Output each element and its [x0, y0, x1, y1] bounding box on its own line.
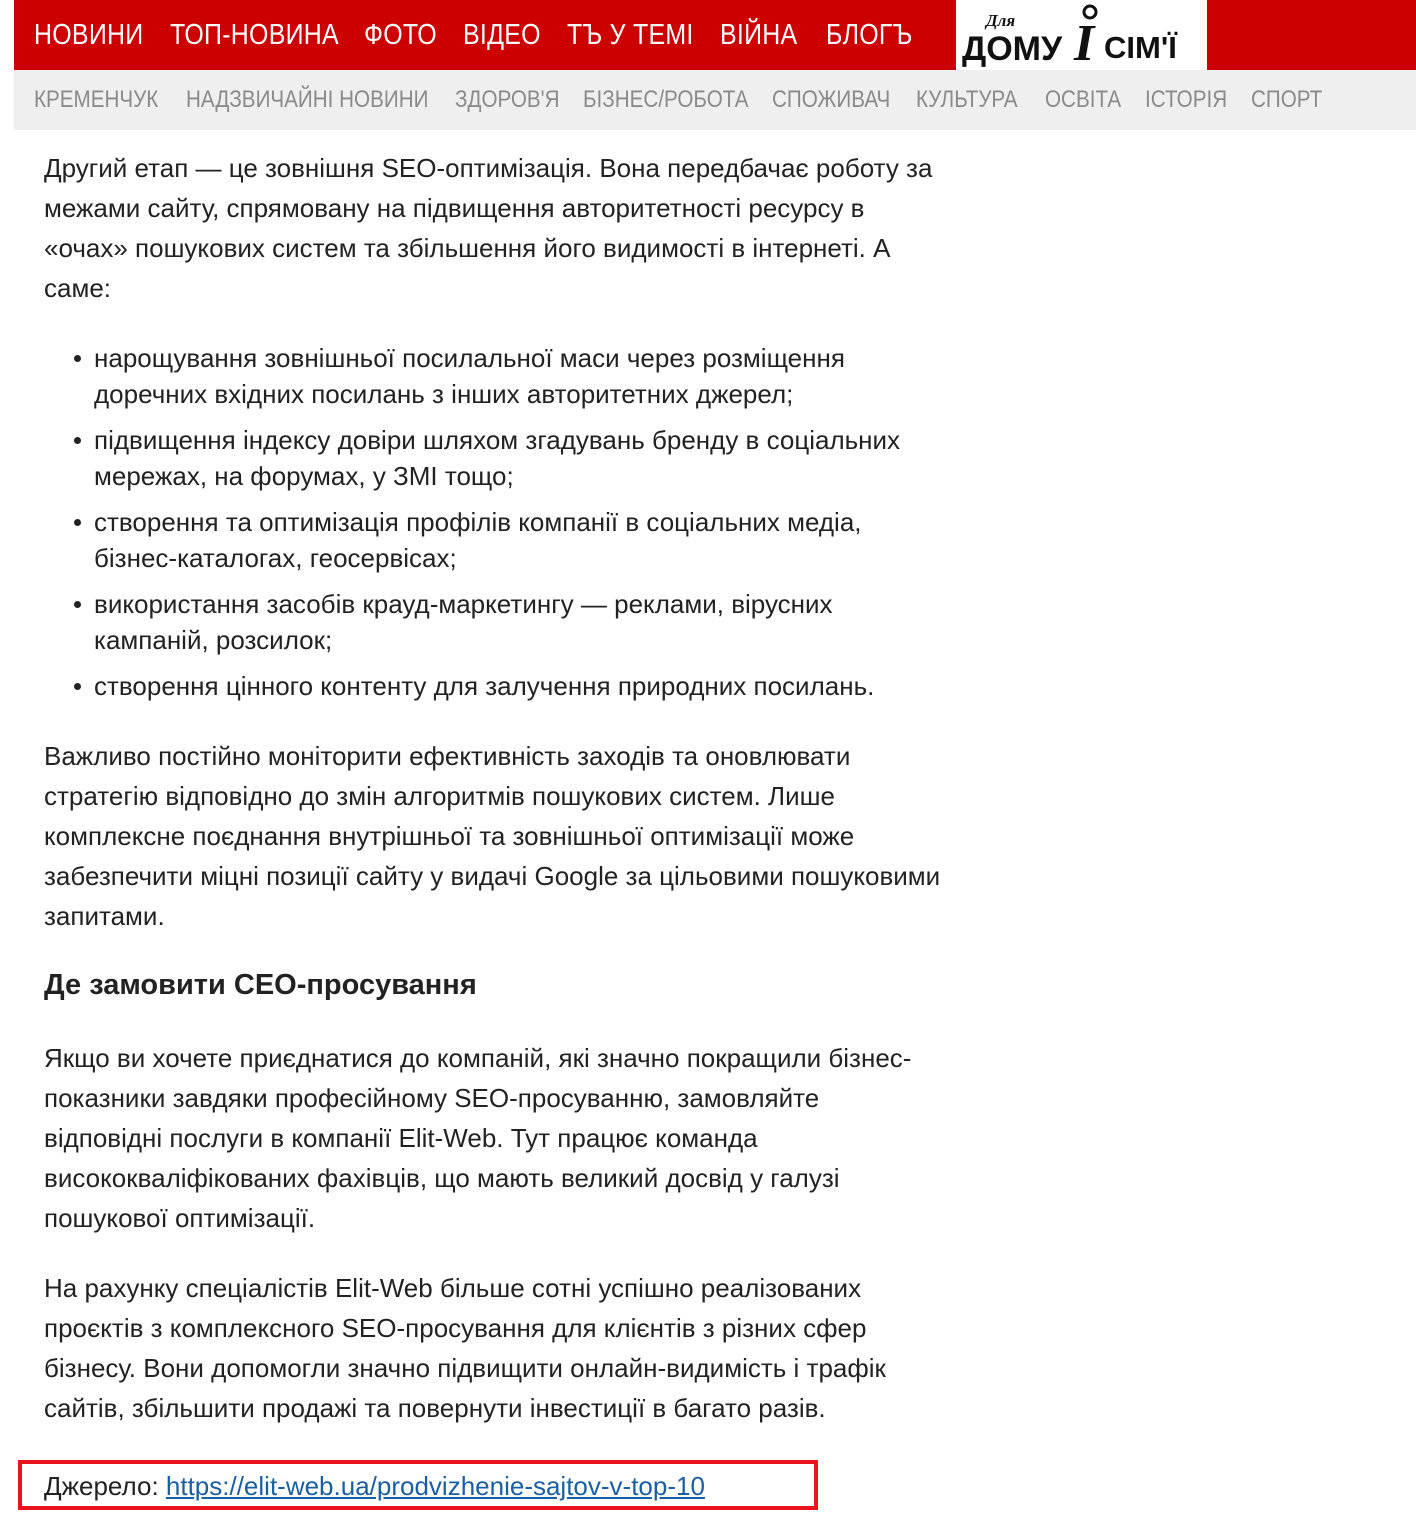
list-item: створення цінного контенту для залучення природних посилань.	[44, 668, 944, 704]
section-heading: Де замовити СЕО-просування	[44, 969, 477, 1001]
secondary-nav-menu	[34, 70, 1331, 130]
source-link[interactable]: https://elit-web.ua/prodvizhenie-sajtov-v-top-10	[165, 1471, 705, 1501]
logo-small-text: Для	[986, 11, 1016, 30]
top-navigation-bar	[14, 0, 1416, 70]
sub-nav-item-business[interactable]: БІЗНЕС/РОБОТА	[583, 86, 749, 113]
sub-nav-item-culture[interactable]: КУЛЬТУРА	[916, 86, 1018, 113]
list-item: нарощування зовнішньої посилальної маси через розміщення доречних вхідних посилань з інших авторитетних джерел;	[44, 340, 944, 412]
source-label: Джерело:	[44, 1471, 166, 1501]
source-line	[44, 1466, 705, 1506]
sub-nav-item-health[interactable]: ЗДОРОВ'Я	[455, 86, 560, 113]
article-bullet-list	[44, 340, 944, 714]
logo-left-text: ДОМУ	[962, 30, 1063, 68]
sub-nav-item-consumer[interactable]: СПОЖИВАЧ	[772, 86, 891, 113]
top-nav-item-war[interactable]: ВІЙНА	[720, 18, 798, 51]
logo-mid-text: І	[1074, 15, 1095, 70]
list-item: використання засобів крауд-маркетингу — реклами, вірусних кампаній, розсилок;	[44, 586, 944, 658]
top-nav-item-topic[interactable]: ТЪ У ТЕМІ	[567, 18, 694, 51]
sub-nav-item-emergency[interactable]: НАДЗВИЧАЙНІ НОВИНИ	[186, 86, 429, 113]
article-paragraph: На рахунку спеціалістів Elit-Web більше сотні успішно реалізованих проєктів з комплексного SEO-просування для клієнтів з різних сфер бізнесу. Вони допомогли значно підвищити онлайн-видимість і трафік сайтів, збільшити продажі та повернути інвестиції в багато разів.	[44, 1273, 886, 1423]
list-item: підвищення індексу довіри шляхом згадувань бренду в соціальних мережах, на форумах, у ЗМІ тощо;	[44, 422, 944, 494]
logo-right-text: СІМ'Ї	[1104, 30, 1177, 65]
top-nav-item-top-news[interactable]: ТОП-НОВИНА	[170, 18, 339, 51]
top-nav-item-photo[interactable]: ФОТО	[364, 18, 437, 51]
sub-nav-item-education[interactable]: ОСВІТА	[1045, 86, 1122, 113]
article-paragraph: Важливо постійно моніторити ефективність заходів та оновлювати стратегію відповідно до змін алгоритмів пошукових систем. Лише комплексне поєднання внутрішньої та зовнішньої оптимізації може забезпечити міцні позиції сайту у видачі Google за цільовими пошуковими запитами.	[44, 741, 941, 931]
article-paragraph: Якщо ви хочете приєднатися до компаній, які значно покращили бізнес-показники завдяки професійному SEO-просуванню, замовляйте відповідні послуги в компанії Elit-Web. Тут працює команда висококваліфікованих фахівців, що мають великий досвід у галузі пошукової оптимізації.	[44, 1043, 912, 1233]
sub-nav-item-kremenchuk[interactable]: КРЕМЕНЧУК	[34, 86, 159, 113]
top-nav-item-blog[interactable]: БЛОГЪ	[826, 18, 913, 51]
article-paragraph: Другий етап — це зовнішня SEO-оптимізація. Вона передбачає роботу за межами сайту, спрямовану на підвищення авторитетності ресурсу в «очах» пошукових систем та збільшення його видимості в інтернеті. А саме:	[44, 153, 933, 303]
secondary-navigation-bar	[14, 70, 1416, 130]
top-nav-item-video[interactable]: ВІДЕО	[463, 18, 541, 51]
site-logo[interactable]	[956, 0, 1207, 70]
sub-nav-item-history[interactable]: ІСТОРІЯ	[1145, 86, 1228, 113]
top-nav-item-news[interactable]: НОВИНИ	[34, 18, 144, 51]
sub-nav-item-sport[interactable]: СПОРТ	[1251, 86, 1323, 113]
logo-graphic	[956, 0, 1207, 70]
list-item: створення та оптимізація профілів компанії в соціальних медіа, бізнес-каталогах, геосервісах;	[44, 504, 944, 576]
top-nav-menu	[34, 0, 926, 70]
